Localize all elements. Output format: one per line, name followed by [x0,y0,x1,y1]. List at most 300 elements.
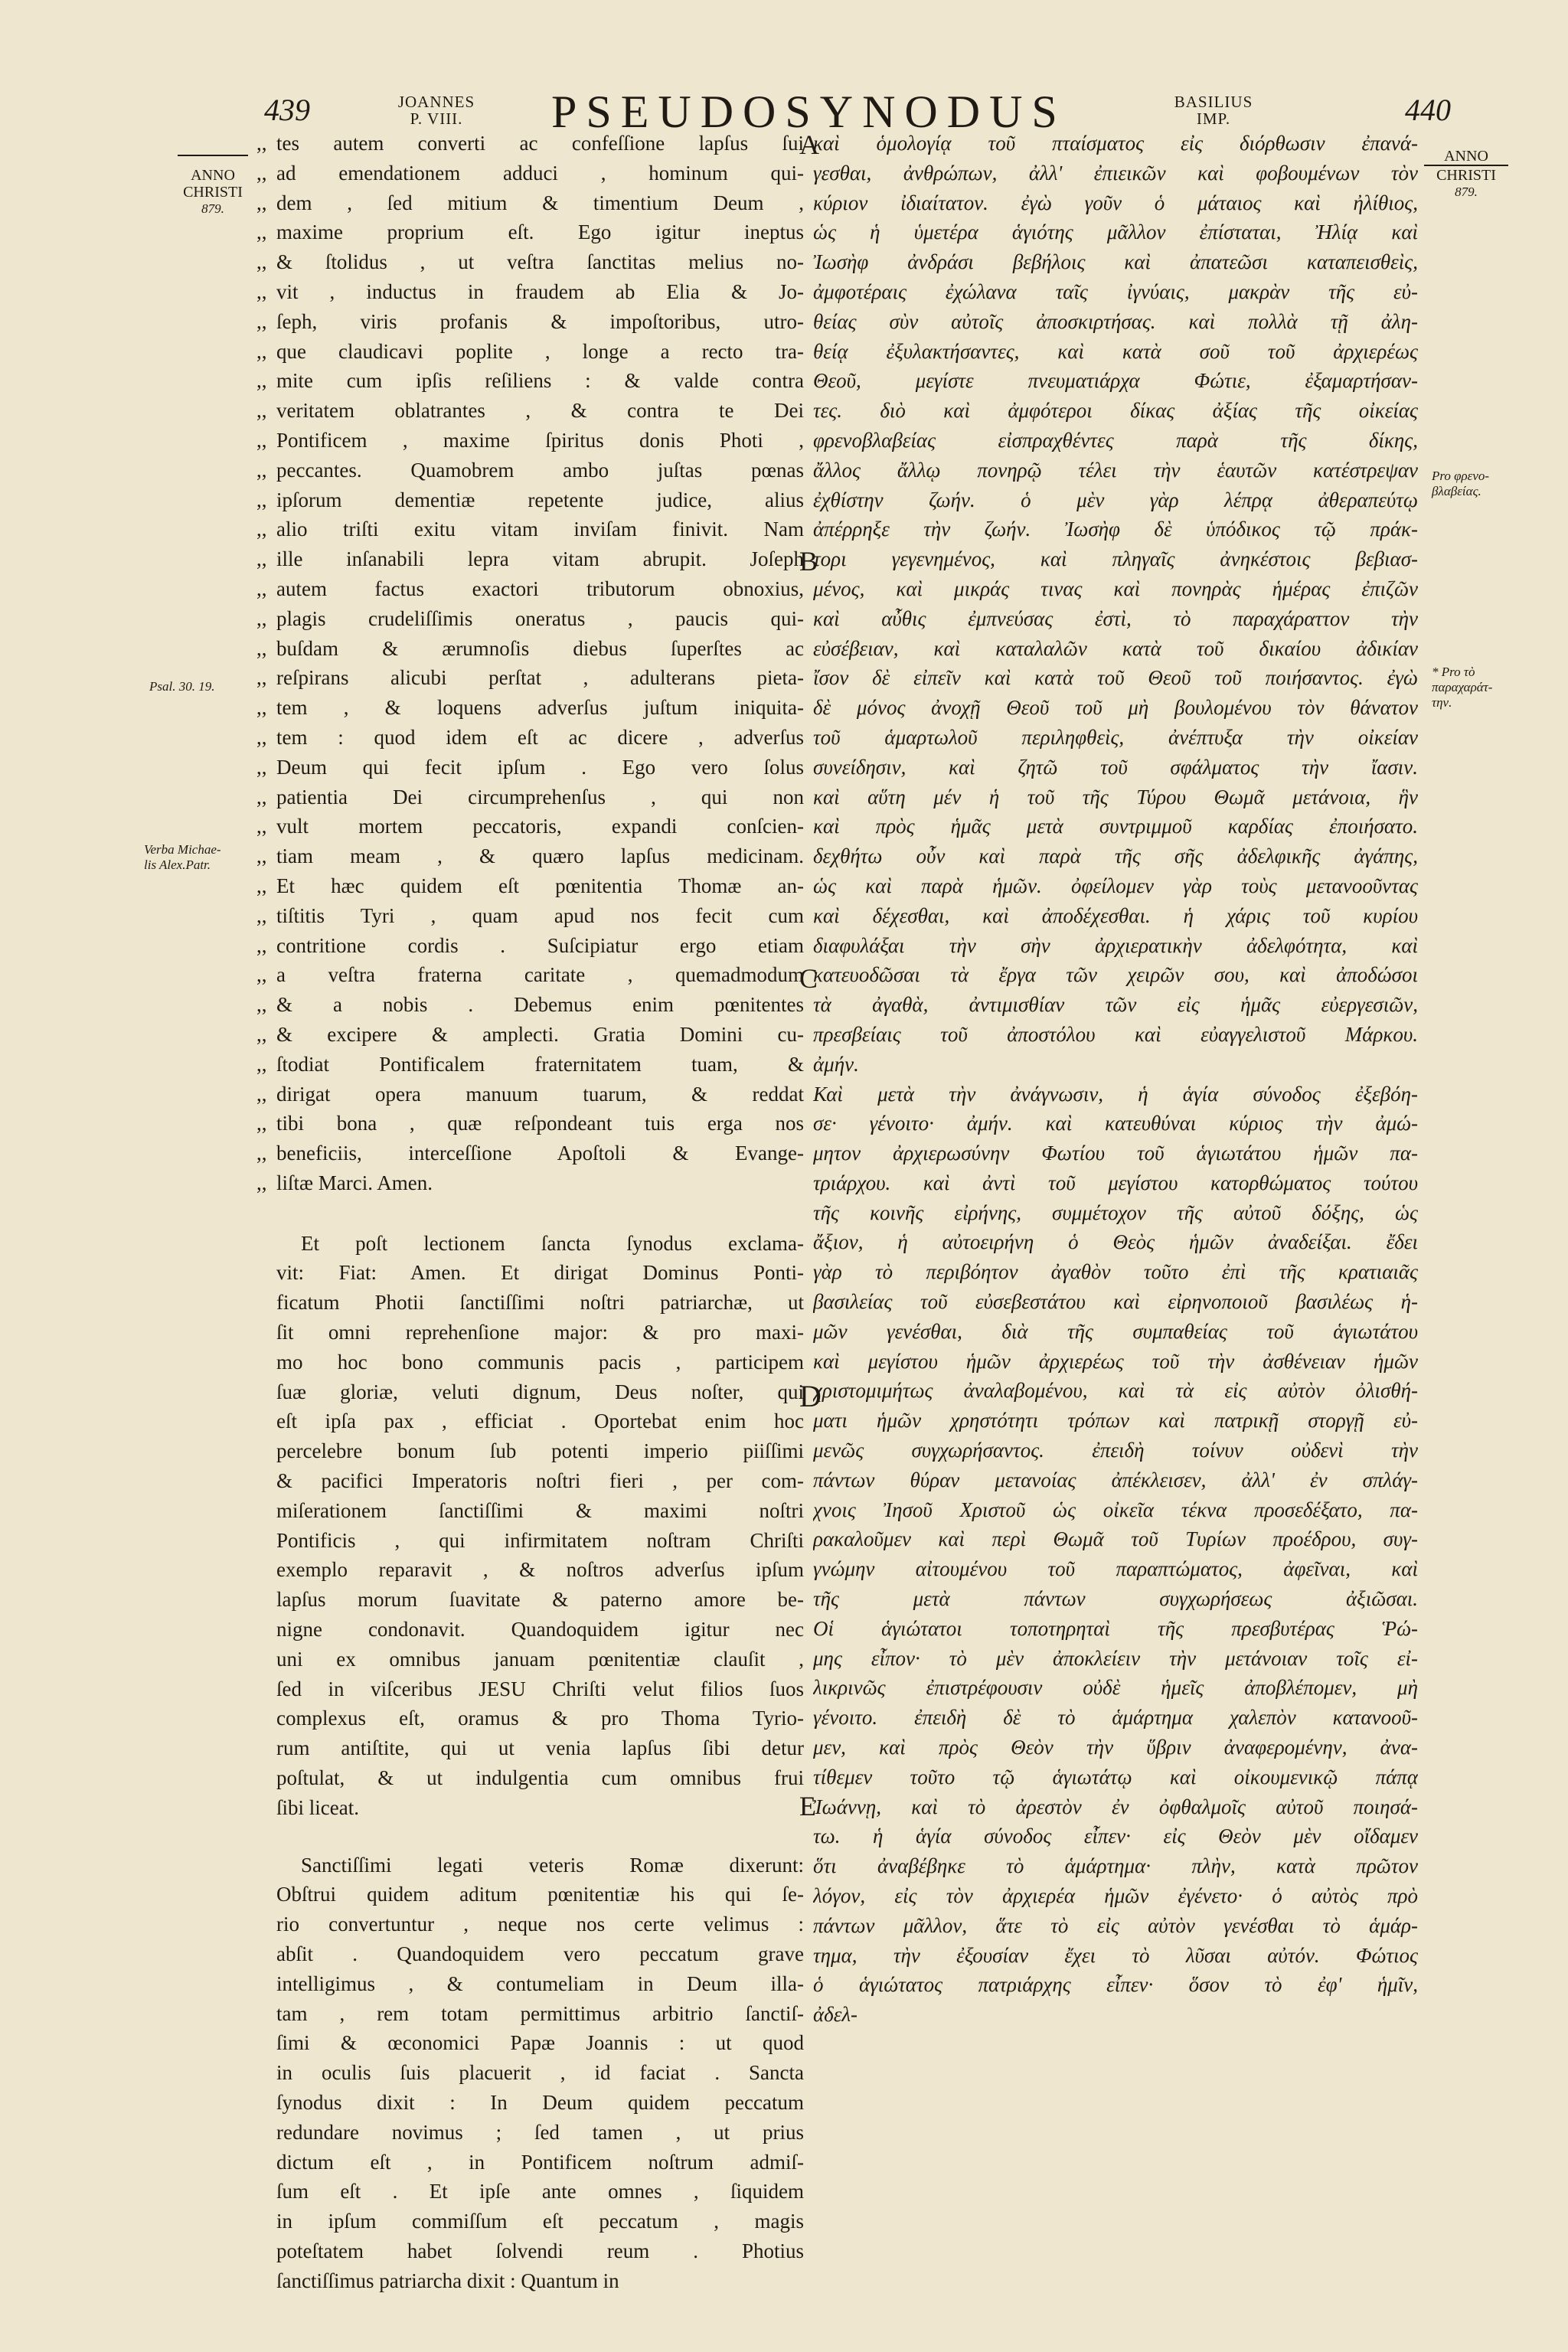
text-line [256,217,804,247]
line-text: Sanctiſſimi legati veteris Romæ dixerunt: [301,1853,804,1877]
paragraph-gap [256,1198,804,1229]
line-text: θείας σὺν αὐτοῖς ἀποσκιρτήσας. καὶ πολλὰ τῇ ἀλη- [813,309,1418,333]
text-line [256,1763,804,1793]
line-text: alio triſti exitu vitam inviſam finivit. Nam [276,518,804,541]
margin-line: 879. [201,201,224,216]
line-text: βασιλείας τοῦ εὐσεβεστάτου καὶ εἰρηνοποιοῦ βασιλέως ἡ- [813,1290,1418,1314]
text-line [256,307,804,337]
line-text: γένοιτο. ἐπειδὴ δὲ τὸ ἁμάρτημα χαλεπὸν κατανοοῦ- [813,1706,1418,1730]
line-text: liſtæ Marci. Amen. [276,1171,433,1194]
text-line [256,1880,804,1909]
text-line [256,1258,804,1288]
line-text: tem , & loquens adverſus juſtum iniquita- [276,696,804,720]
text-line [813,1020,1418,1050]
text-line [813,1168,1418,1198]
text-line [256,2236,804,2266]
text-line [813,1881,1418,1911]
quote-mark: ,, [256,547,267,571]
line-text: ἀμφοτέραις ἐχώλανα ταῖς ἰγνύαις, μακρὰν τῆς εὐ- [813,279,1418,303]
text-line [813,990,1418,1020]
line-text: λόγον, εἰς τὸν ἀρχιερέα ἡμῶν ἐγένετο· ὁ αὐτὸς πρὸ [813,1884,1418,1908]
quote-mark: ,, [256,577,267,600]
text-line [813,1821,1418,1851]
margin-line: την. [1432,695,1452,710]
text-line [813,188,1418,218]
line-text: τριάρχου. καὶ ἀντὶ τοῦ μεγίστου κατορθώματος τούτου [813,1171,1418,1194]
text-line [813,158,1418,188]
text-line [256,514,804,544]
running-head-line: IMP. [1196,109,1231,128]
quote-mark: ,, [256,963,267,987]
left-running-head [383,93,490,127]
line-text: καὶ μεγίστου ἡμῶν ἀρχιερέως τοῦ τὴν ἀσθένειαν ἡμῶν [813,1349,1418,1373]
quote-mark: ,, [256,725,267,749]
line-text: & excipere & amplecti. Gratia Domini cu- [276,1022,804,1046]
text-line [813,426,1418,456]
line-text: Pontificis , qui infirmitatem noſtram Chriſti [276,1528,804,1552]
margin-line: βλαβείας. [1432,484,1481,498]
margin-line: 879. [1455,185,1478,199]
text-line [813,663,1418,693]
line-text: μεν, καὶ πρὸς Θεὸν τὴν ὕβριν ἀναφερομένην, ἀνα- [813,1736,1418,1759]
text-line [813,1376,1418,1406]
text-line [256,188,804,218]
quote-mark: ,, [256,1112,267,1135]
line-text: dem , ſed mitium & timentium Deum , [276,191,804,214]
text-line [256,1585,804,1615]
line-text: tiam meam , & quæro lapſus medicinam. [276,844,804,868]
text-line [256,2266,804,2296]
margin-line: ANNO [1444,148,1488,165]
line-text: ipſorum dementiæ repetente judice, alius [276,488,804,511]
line-text: Et hæc quidem eſt pœnitentia Thomæ an- [276,874,804,897]
text-line [256,1999,804,2029]
line-text: καὶ ὁμολογίᾳ τοῦ πταίσματος εἰς διόρθωσιν ἐπανά- [813,132,1418,155]
line-text: Pontificem , maxime ſpiritus donis Photi , [276,428,804,452]
quote-mark: ,, [256,488,267,511]
text-line [256,1020,804,1050]
line-text: Ἰωάννῃ, καὶ τὸ ἀρεστὸν ἐν ὀφθαλμοῖς αὐτοῦ ποιησά- [813,1795,1418,1818]
text-line [256,544,804,574]
line-text: vit: Fiat: Amen. Et dirigat Dominus Ponti- [276,1261,804,1285]
text-line [813,1050,1418,1080]
text-line [256,634,804,664]
text-line [813,693,1418,723]
text-line [813,1614,1418,1644]
text-line [256,2177,804,2207]
text-line [256,1969,804,1999]
quote-mark: ,, [256,161,267,185]
line-text: λικρινῶς ἐπιστρέφουσιν οὐδὲ ἡμεῖς ἀποβλέπομεν, μὴ [813,1676,1418,1700]
text-line [813,960,1418,990]
quote-mark: ,, [256,191,267,214]
line-text: Obſtrui quidem aditum pœnitentiæ his qui ſe- [276,1883,804,1906]
text-line [256,2028,804,2058]
line-text: τῆς κοινῆς εἰρήνης, συμμέτοχον τῆς αὐτοῦ δόξης, ὡς [813,1200,1418,1224]
line-text: Ἰωσὴφ ἀνδράσι βεβήλοις καὶ ἀπατεῶσι καταπεισθεὶς, [813,250,1418,274]
text-line [256,931,804,961]
line-text: καὶ δέχεσθαι, καὶ ἀποδέχεσθαι. ἡ χάρις τοῦ κυρίου [813,903,1418,927]
margin-line: παραχαράτ- [1432,680,1493,694]
line-text: tam , rem totam permittimus arbitrio ſanctiſ- [276,2001,804,2025]
text-line [813,514,1418,544]
text-line [813,277,1418,307]
line-text: beneficiis, interceſſione Apoſtoli & Evange- [276,1142,804,1165]
text-line [813,901,1418,931]
text-line [813,1287,1418,1317]
text-line [256,158,804,188]
running-head-line: BASILIUS [1174,93,1253,111]
line-text: γνώμην αἰτουμένου τοῦ παραπτώματος, ἀφεῖναι, καὶ [813,1557,1418,1581]
quote-mark: ,, [256,874,267,897]
line-text: Deum qui fecit ipſum . Ego vero ſolus [276,755,804,779]
text-line [813,1644,1418,1674]
text-line [813,812,1418,841]
quote-mark: ,, [256,250,267,274]
line-text: & ſtolidus , ut veſtra ſanctitas melius no- [276,250,804,274]
quote-mark: ,, [256,1171,267,1194]
line-text: poteſtatem habet ſolvendi reum . Photius [276,2239,804,2262]
text-line [813,1703,1418,1733]
text-line [813,753,1418,782]
line-text: in oculis ſuis placuerit , id faciat . Sancta [276,2061,804,2085]
line-text: patientia Dei circumprehenſus , qui non [276,785,804,808]
line-text: maxime proprium eſt. Ego igitur ineptus [276,220,804,244]
text-line [813,366,1418,396]
text-line [813,247,1418,277]
line-text: ad emendationem adduci , hominum qui- [276,161,804,185]
text-line [256,1526,804,1556]
line-text: mite cum ipſis reſiliens : & valde contra [276,369,804,393]
quote-mark: ,, [256,993,267,1017]
quote-mark: ,, [256,1082,267,1106]
section-letter-e: E [799,1791,816,1821]
line-text: Et poſt lectionem ſancta ſynodus exclama- [301,1231,804,1255]
text-line [256,812,804,841]
line-text: μης εἶπον· τὸ μὲν ἀποκλείειν τὴν μετάνοιαν τοῖς εἰ- [813,1646,1418,1670]
text-line [813,1554,1418,1584]
right-page-number: 440 [1405,93,1451,127]
line-text: rum antiſtite, qui ut venia lapſus ſibi detur [276,1736,804,1760]
text-line [256,782,804,812]
line-text: τες. διὸ καὶ ἀμφότεροι δίκας ἀξίας τῆς οἰκείας [813,399,1418,423]
quote-mark: ,, [256,428,267,452]
text-line [256,426,804,456]
section-letter-c: C [799,963,818,994]
line-text: ἐχθίστην ζωήν. ὁ μὲν γὰρ λέπρᾳ ἀθεραπεύτῳ [813,488,1418,511]
text-line [813,1227,1418,1257]
quote-mark: ,, [256,399,267,423]
line-text: tem : quod idem eſt ac dicere , adverſus [276,725,804,749]
text-line [813,544,1418,574]
text-line [813,1524,1418,1554]
section-letter-b: B [799,546,818,577]
line-text: θείᾳ ἐξυλακτήσαντες, καὶ κατὰ σοῦ τοῦ ἀρχιερέως [813,339,1418,363]
text-line [256,337,804,367]
text-line [256,2207,804,2236]
quote-mark: ,, [256,369,267,393]
line-text: eſt ipſa pax , efficiat . Oportebat enim hoc [276,1410,804,1433]
text-line [256,1138,804,1168]
line-text: poſtulat, & ut indulgentia cum omnibus frui [276,1766,804,1790]
line-text: tiſtitis Tyri , quam apud nos fecit cum [276,903,804,927]
margin-line: CHRISTI [183,184,243,201]
line-text: μῶν γενέσθαι, διὰ τῆς συμπαθείας τοῦ ἁγιωτάτου [813,1319,1418,1343]
quote-mark: ,, [256,339,267,363]
line-text: a veſtra fraterna caritate , quemadmodum [276,963,804,987]
text-line [256,366,804,396]
line-text: ὁ ἁγιώτατος πατριάρχης εἶπεν· ὅσον τὸ ἐφ' ἡμῖν, [813,1973,1418,1997]
anno-christi-right [1424,148,1508,201]
line-text: ἴσον δὲ εἰπεῖν καὶ κατὰ τοῦ Θεοῦ τοῦ ποιήσαντος. ἐγὼ [813,666,1418,690]
text-line [813,782,1418,812]
line-text: dictum eſt , in Pontificem noſtrum admiſ- [276,2150,804,2174]
line-text: Καὶ μετὰ τὴν ἀνάγνωσιν, ἡ ἁγία σύνοδος ἐξεβόη- [813,1082,1418,1106]
text-line [813,634,1418,664]
pro-tou-note [1432,665,1516,710]
line-text: πάντων θύραν μετανοίας ἀπέκλεισεν, ἀλλ' ἐν σπλάγ- [813,1468,1418,1491]
line-text: & a nobis . Debemus enim pœnitentes [276,993,804,1017]
line-text: peccantes. Quamobrem ambo juſtas pœnas [276,458,804,482]
text-line [813,129,1418,158]
right-running-head [1164,93,1263,127]
line-text: ἀδελ- [813,2003,858,2027]
section-letter-d: D [799,1379,822,1413]
text-line [813,456,1418,485]
text-line [256,1645,804,1674]
line-text: ἄλλος ἄλλῳ πονηρῷ τέλει τὴν ἑαυτῶν κατέστρεψαν [813,458,1418,482]
text-line [813,2000,1418,2030]
text-line [256,129,804,158]
quote-mark: ,, [256,933,267,957]
margin-line: Verba Michae- [144,842,221,857]
text-line [256,1674,804,1704]
text-line [256,723,804,753]
latin-column [256,129,804,2296]
text-line [813,396,1418,426]
quote-mark: ,, [256,1022,267,1046]
line-text: nigne condonavit. Quandoquidem igitur nec [276,1618,804,1642]
text-line [256,277,804,307]
line-text: κατευοδῶσαι τὰ ἔργα τῶν χειρῶν σου, καὶ ἀποδώσοι [813,963,1418,987]
section-letter-a: A [799,129,819,160]
text-line [256,1348,804,1377]
text-line [256,247,804,277]
line-text: veritatem oblatrantes , & contra te Dei [276,399,804,423]
page-header [0,0,1568,137]
text-line [256,1466,804,1496]
line-text: ſeph, viris profanis & impoſtoribus, utro- [276,309,804,333]
text-line [256,871,804,901]
line-text: uni ex omnibus januam pœnitentiæ clauſit , [276,1647,804,1671]
running-head-line: JOANNES [397,93,475,111]
line-text: ſum eſt . Et ipſe ante omnes , ſiquidem [276,2180,804,2203]
line-text: μενῶς συγχωρήσαντος. ἐπειδὴ τοίνυν οὐδενὶ τὴν [813,1439,1418,1462]
quote-mark: ,, [256,815,267,838]
line-text: σε· γένοιτο· ἀμήν. καὶ κατευθύναι κύριος τὴν ἀμώ- [813,1112,1418,1135]
line-text: ſibi liceat. [276,1795,359,1819]
text-line [256,1406,804,1436]
text-line [813,217,1418,247]
text-line [813,1851,1418,1881]
text-line [813,1792,1418,1822]
line-text: πάντων μᾶλλον, ἅτε τὸ εἰς αὐτὸν γενέσθαι τὸ ἁμάρ- [813,1913,1418,1937]
text-line [256,456,804,485]
line-text: reſpirans alicubi perſtat , adulterans pieta- [276,666,804,690]
greek-column [813,129,1418,2030]
line-text: tes autem converti ac confeſſione lapſus ſui [276,132,804,155]
line-text: τῆς μετὰ πάντων συγχωρήσεως ἀξιῶσαι. [813,1587,1418,1611]
quote-mark: ,, [256,844,267,868]
text-line [256,574,804,604]
quote-mark: ,, [256,666,267,690]
line-text: τὰ ἀγαθὰ, ἀντιμισθίαν τῶν εἰς ἡμᾶς εὐεργεσιῶν, [813,993,1418,1017]
text-line [813,841,1418,871]
text-line [813,931,1418,961]
text-line [813,1406,1418,1436]
line-text: dirigat opera manuum tuarum, & reddat [276,1082,804,1106]
line-text: τοῦ ἁμαρτωλοῦ περιληφθεὶς, ἀνέπτυξα τὴν οἰκείαν [813,725,1418,749]
line-text: τίθεμεν τοῦτο τῷ ἁγιωτάτῳ καὶ οἰκουμενικῷ πάπᾳ [813,1765,1418,1788]
quote-mark: ,, [256,636,267,660]
text-line [256,2088,804,2118]
dash-rule [178,155,248,156]
text-line [813,1198,1418,1228]
line-text: ὡς ἡ ὑμετέρα ἁγιότης μᾶλλον ἐπίσταται, Ἠλίᾳ καὶ [813,220,1418,244]
quote-mark: ,, [256,606,267,630]
text-line [256,1555,804,1585]
text-line [256,1288,804,1318]
text-line [256,663,804,693]
margin-line: * Pro τὸ [1432,665,1475,679]
line-text: ſanctiſſimus patriarcha dixit : Quantum in [276,2269,619,2292]
text-line [813,1080,1418,1109]
line-text: ſit omni reprehenſione major: & pro maxi- [276,1321,804,1344]
line-text: τορι γεγενημένος, καὶ πληγαῖς ἀνηκέστοις βεβιασ- [813,547,1418,571]
quote-mark: ,, [256,458,267,482]
line-text: autem factus exactori tributorum obnoxius, [276,577,804,600]
text-line [256,1436,804,1466]
text-line [813,871,1418,901]
line-text: tibi bona , quæ reſpondeant tuis erga nos [276,1112,804,1135]
text-line [256,396,804,426]
line-text: τω. ἡ ἁγία σύνοδος εἶπεν· εἰς Θεὸν μὲν οἴδαμεν [813,1824,1418,1848]
text-line [256,1615,804,1645]
margin-line: ANNO [191,167,235,184]
paragraph-gap [256,1823,804,1851]
line-text: μητον ἀρχιερωσύνην Φωτίου τοῦ ἁγιωτάτου ἡμῶν πα- [813,1142,1418,1165]
text-line [813,1673,1418,1703]
text-line [813,1941,1418,1971]
line-text: rio convertuntur , neque nos certe velimus : [276,1913,804,1936]
line-text: miſerationem ſanctiſſimi & maximi noſtri [276,1498,804,1522]
text-line [256,1733,804,1763]
line-text: δεχθήτω οὖν καὶ παρὰ τῆς σῆς ἀδελφικῆς ἀγάπης, [813,844,1418,868]
line-text: Θεοῦ, μεγίστε πνευματιάρχα Φώτιε, ἐξαμαρτήσαν- [813,369,1418,393]
line-text: χριστομιμήτως ἀναλαβομένου, καὶ τὰ εἰς αὐτὸν ὀλισθή- [813,1379,1418,1403]
legates-paragraph [256,1851,804,2296]
quote-mark: ,, [256,785,267,808]
quote-mark: ,, [256,220,267,244]
text-line [813,604,1418,634]
text-line [256,1704,804,1733]
margin-line: lis Alex.Patr. [144,858,211,872]
text-line [256,1318,804,1348]
text-line [813,1762,1418,1792]
line-text: ρακαλοῦμεν καὶ περὶ Θωμᾶ τοῦ Τυρίων προέδρου, συγ- [813,1527,1418,1551]
text-line [256,2118,804,2148]
line-text: ille inſanabili lepra vitam abrupit. Joſeph [276,547,804,571]
text-line [256,2148,804,2177]
line-text: vit , inductus in fraudem ab Elia & Jo- [276,279,804,303]
text-line [256,1377,804,1407]
text-line [813,337,1418,367]
text-line [813,485,1418,515]
line-text: abſit . Quandoquidem vero peccatum grave [276,1942,804,1966]
text-line [813,1347,1418,1377]
text-line [256,2058,804,2088]
text-line [256,1939,804,1969]
left-page-number: 439 [264,93,310,127]
margin-line: CHRISTI [1436,167,1496,184]
line-text: ſtodiat Pontificalem fraternitatem tuam, & [276,1052,804,1076]
text-line [813,307,1418,337]
text-line [256,693,804,723]
line-text: complexus eſt, oramus & pro Thoma Tyrio- [276,1707,804,1730]
line-text: καὶ αὖθις ἐμπνεύσας ἐστὶ, τὸ παραχάραττον τὴν [813,606,1418,630]
line-text: μένος, καὶ μικράς τινας καὶ πονηρὰς ἡμέρας ἐπιζῶν [813,577,1418,600]
line-text: χνοις Ἰησοῦ Χριστοῦ ὡς οἰκεῖα τέκνα προσεδέξατο, πα- [813,1498,1418,1521]
line-text: ἀμήν. [813,1052,859,1076]
quote-mark: ,, [256,518,267,541]
page-title: PSEUDOSYNODUS [551,87,1067,137]
text-line [256,1793,804,1823]
letter-quotation [256,129,804,1198]
text-line [256,1909,804,1939]
line-text: lapſus morum ſuavitate & paterno amore be- [276,1588,804,1612]
text-line [256,1496,804,1526]
line-text: ſuæ gloriæ, veluti dignum, Deus noſter, qui [276,1380,804,1403]
line-text: κύριον ἰδιαίτατον. ἐγὼ γοῦν ὁ μάταιος καὶ ἠλίθιος, [813,191,1418,214]
line-text: vult mortem peccatoris, expandi conſcien- [276,815,804,838]
text-line [813,1109,1418,1138]
psalm-reference: Psal. 30. 19. [149,679,215,694]
line-text: plagis crudeliſſimis oneratus , paucis qui- [276,606,804,630]
line-text: buſdam & ærumnoſis diebus ſuperſtes ac [276,636,804,660]
line-text: καὶ πρὸς ἡμᾶς μετὰ συντριμμοῦ καρδίας ἐποιήσατο. [813,815,1418,838]
text-line [813,1495,1418,1525]
quote-mark: ,, [256,755,267,779]
text-line [256,960,804,990]
line-text: ὡς καὶ παρὰ ἡμῶν. ὀφείλομεν γὰρ τοὺς μετανοοῦντας [813,874,1418,897]
line-text: διαφυλάξαι τὴν σὴν ἀρχιερατικὴν ἀδελφότητα, καὶ [813,933,1418,957]
line-text: ficatum Photii ſanctiſſimi noſtri patriarchæ, ut [276,1291,804,1315]
acclamation-paragraph [256,1229,804,1823]
text-line [813,1317,1418,1347]
line-text: φρενοβλαβείας εἰσπραχθέντες παρὰ τῆς δίκης, [813,428,1418,452]
text-line [256,841,804,871]
line-text: καὶ αὕτη μέν ἡ τοῦ τῆς Τύρου Θωμᾶ μετάνοια, ἣν [813,785,1418,808]
line-text: contritione cordis . Suſcipiatur ergo etiam [276,933,804,957]
line-text: τημα, τὴν ἐξουσίαν ἔχει τὸ λῦσαι αὐτόν. Φώτιος [813,1943,1418,1967]
margin-line: Pro φρενο- [1432,469,1490,483]
text-line [813,574,1418,604]
line-text: ὅτι ἀναβέβηκε τὸ ἁμάρτημα· πλὴν, κατὰ πρῶτον [813,1854,1418,1878]
text-line [813,1465,1418,1495]
text-line [256,1168,804,1198]
line-text: in ipſum commiſſum eſt peccatum , magis [276,2210,804,2233]
line-text: exemplo reparavit , & noſtros adverſus ipſum [276,1558,804,1582]
